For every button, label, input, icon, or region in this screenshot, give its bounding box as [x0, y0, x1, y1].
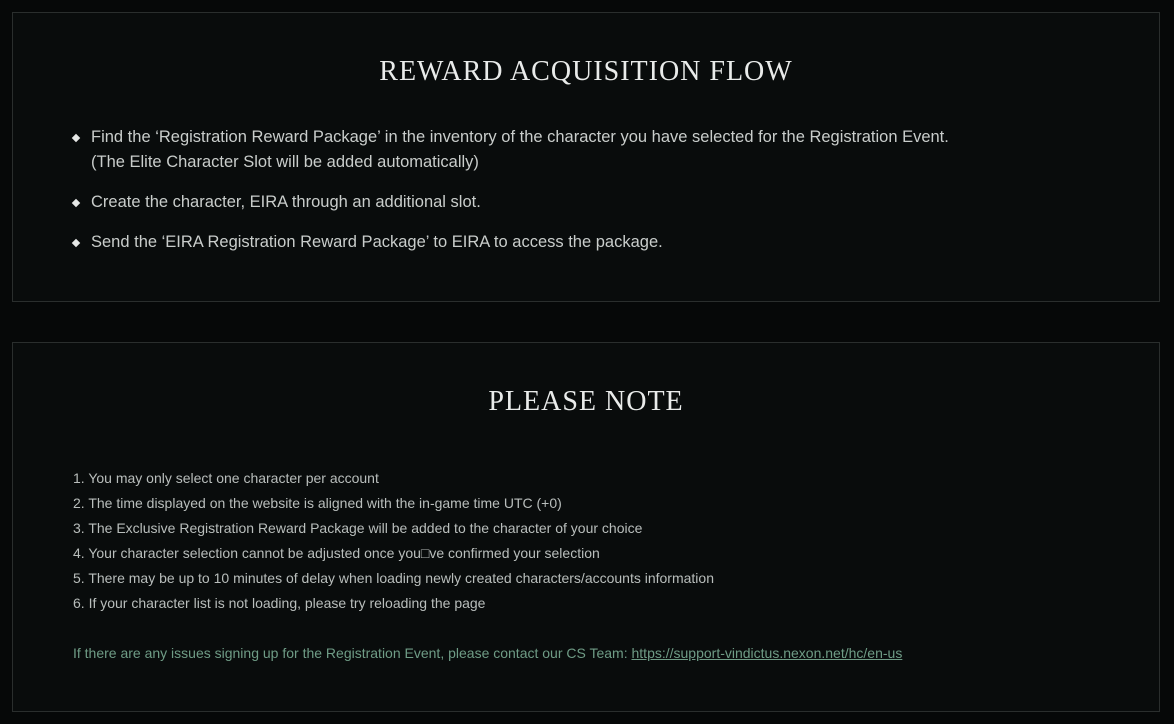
flow-step-2-line1: Create the character, EIRA through an additional slot.: [91, 193, 481, 211]
please-note-panel: [12, 342, 1160, 712]
diamond-bullet-icon: [71, 230, 91, 255]
flow-title: REWARD ACQUISITION FLOW: [379, 56, 793, 87]
flow-step-1: [71, 125, 1131, 175]
contact-message: [73, 643, 902, 663]
flow-step-2: [71, 190, 1131, 215]
note-list: [73, 466, 714, 616]
note-item-6: 6. If your character list is not loading, please try reloading the page: [73, 595, 486, 611]
flow-step-1-line1: Find the ‘Registration Reward Package’ in the inventory of the character you have selected for the Registration Event.: [91, 128, 949, 146]
flow-steps-list: [71, 125, 1131, 270]
note-item-4: 4. Your character selection cannot be adjusted once you□ve confirmed your selection: [73, 545, 600, 561]
contact-text: If there are any issues signing up for the Registration Event, please contact our CS Team:: [73, 645, 632, 661]
flow-step-1-line2: (The Elite Character Slot will be added automatically): [91, 153, 479, 171]
note-title: PLEASE NOTE: [488, 386, 684, 417]
flow-step-3-line1: Send the ‘EIRA Registration Reward Package’ to EIRA to access the package.: [91, 233, 663, 251]
reward-acquisition-flow-panel: [12, 12, 1160, 302]
note-item-1: 1. You may only select one character per account: [73, 470, 379, 486]
note-item-3: 3. The Exclusive Registration Reward Package will be added to the character of your choice: [73, 520, 643, 536]
diamond-bullet-icon: [71, 125, 91, 150]
note-item-2: 2. The time displayed on the website is aligned with the in-game time UTC (+0): [73, 495, 562, 511]
cs-support-link[interactable]: https://support-vindictus.nexon.net/hc/en-us: [631, 645, 903, 661]
diamond-bullet-icon: [71, 190, 91, 215]
note-item-5: 5. There may be up to 10 minutes of delay when loading newly created characters/accounts information: [73, 570, 714, 586]
flow-step-3: [71, 230, 1131, 255]
